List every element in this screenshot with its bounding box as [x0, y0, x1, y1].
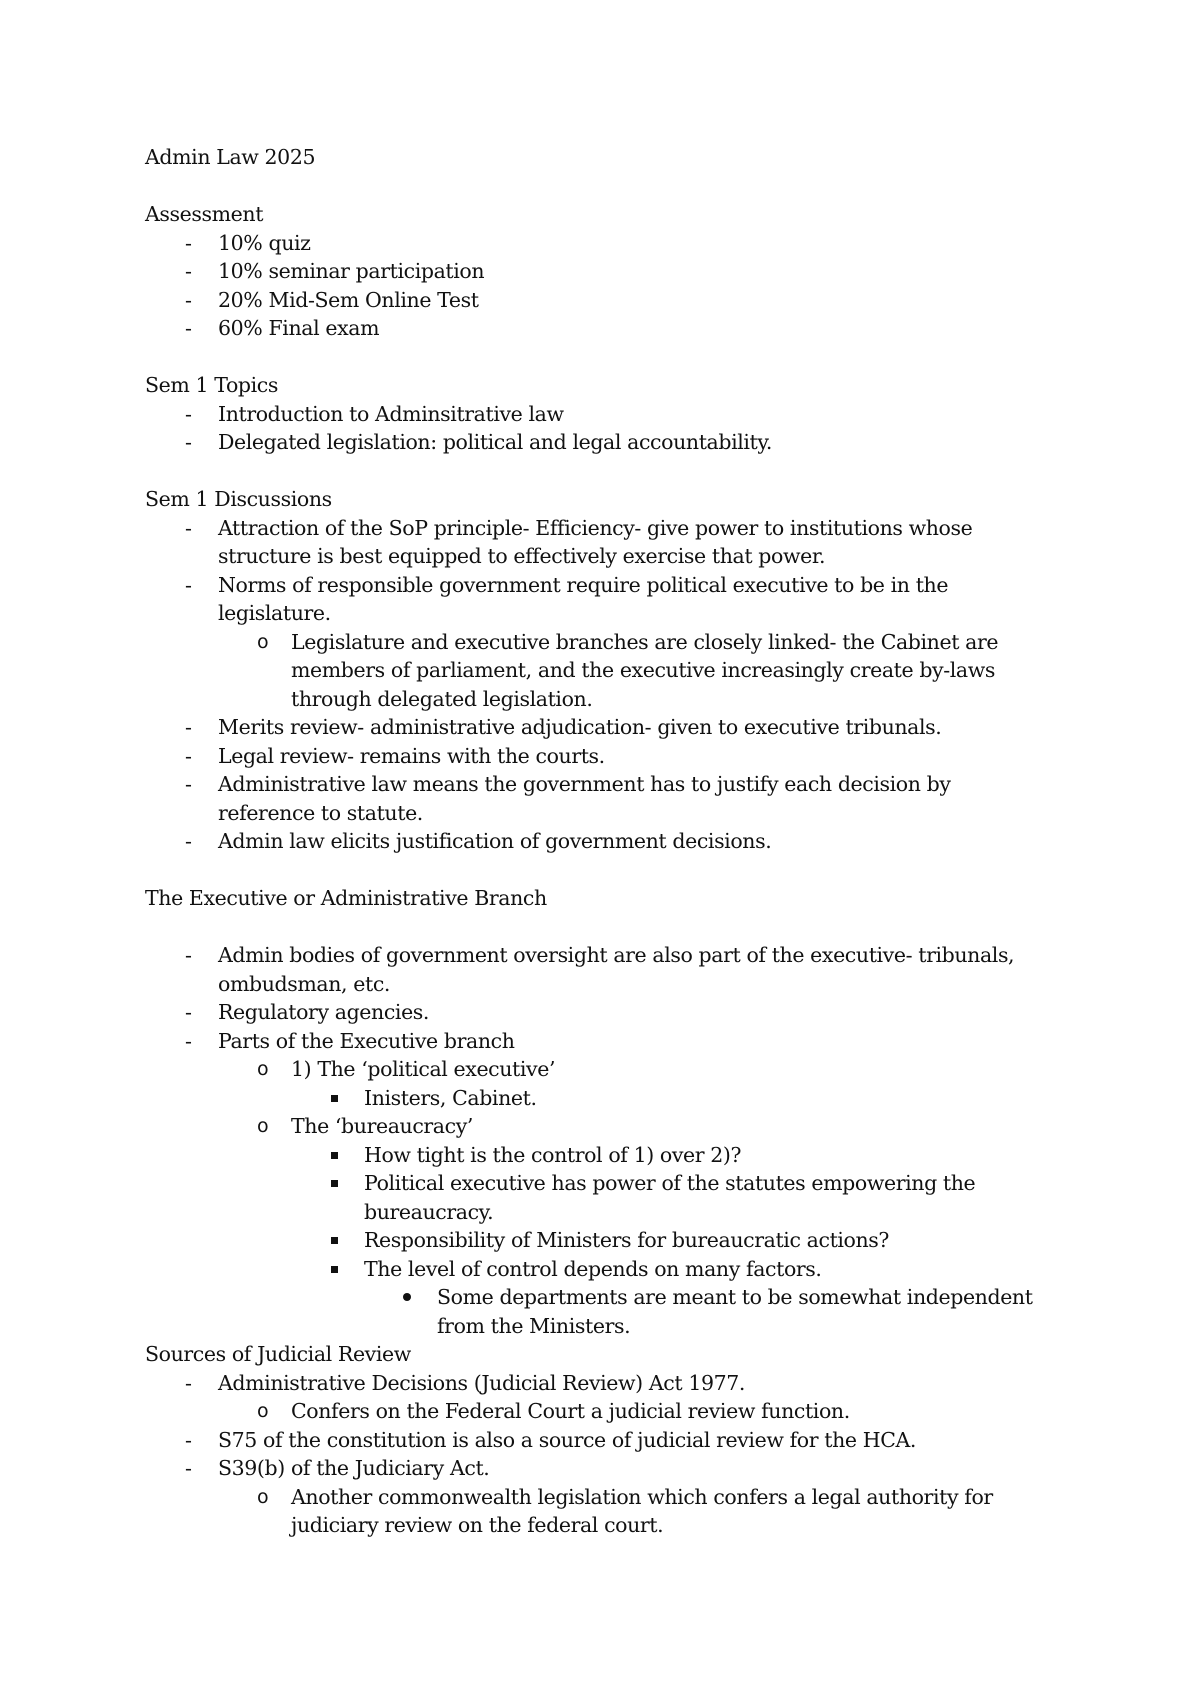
- discussion-subitem: o Legislature and executive branches are closely linked- the Cabinet are: [145, 628, 1065, 657]
- square-bullet-icon: [331, 1152, 338, 1159]
- executive-level4-item: Some departments are meant to be somewhat independent: [145, 1283, 1065, 1312]
- executive-item: - Regulatory agencies.: [145, 998, 1065, 1027]
- assessment-heading: Assessment: [145, 202, 264, 226]
- sources-subitem-continued: judiciary review on the federal court.: [291, 1513, 664, 1537]
- discussion-item-continued: structure is best equipped to effectively exercise that power.: [218, 544, 826, 568]
- circle-bullet: o: [257, 1115, 269, 1137]
- dash-bullet: -: [185, 1028, 192, 1053]
- square-bullet-icon: [331, 1180, 338, 1187]
- discussion-item: - Attraction of the SoP principle- Efficiency- give power to institutions whose: [145, 514, 1065, 543]
- dash-bullet: -: [185, 829, 192, 853]
- executive-subsubitem: Political executive has power of the statutes empowering the: [145, 1169, 1065, 1198]
- dash-bullet: -: [185, 1370, 192, 1395]
- assessment-item: - 20% Mid-Sem Online Test: [145, 286, 1065, 315]
- dash-bullet: -: [185, 259, 192, 283]
- executive-subsubitem: Inisters, Cabinet.: [145, 1084, 1065, 1113]
- dash-bullet: -: [185, 1000, 192, 1024]
- discussions-heading: Sem 1 Discussions: [145, 487, 332, 511]
- sources-item: - S75 of the constitution is also a source of judicial review for the HCA.: [145, 1426, 1065, 1455]
- document-title: Admin Law 2025: [145, 145, 316, 169]
- dash-bullet: -: [185, 572, 192, 597]
- executive-subsubitem: The level of control depends on many factors.: [145, 1255, 1065, 1284]
- sources-subitem: o Another commonwealth legislation which confers a legal authority for: [145, 1483, 1065, 1512]
- dash-bullet: -: [185, 287, 192, 312]
- sources-subitem: o Confers on the Federal Court a judicial review function.: [145, 1397, 1065, 1426]
- executive-item: - Admin bodies of government oversight are also part of the executive- tribunals,: [145, 941, 1065, 970]
- circle-bullet: o: [257, 1058, 269, 1080]
- circle-bullet: o: [257, 1485, 269, 1508]
- discussion-item: - Merits review- administrative adjudication- given to executive tribunals.: [145, 713, 1065, 742]
- dash-bullet: -: [185, 743, 192, 768]
- discussion-subitem-continued: through delegated legislation.: [291, 686, 593, 711]
- dash-bullet: -: [185, 772, 192, 796]
- assessment-item: - 10% seminar participation: [145, 257, 1065, 286]
- document-body: [145, 143, 1065, 1540]
- dash-bullet: -: [185, 715, 192, 739]
- executive-subitem: o The ‘bureaucracy’: [145, 1112, 1065, 1141]
- topics-heading: Sem 1 Topics: [145, 373, 278, 397]
- executive-subsubitem-continued: bureaucracy.: [364, 1199, 494, 1224]
- assessment-item: - 60% Final exam: [145, 314, 1065, 343]
- executive-subsubitem: How tight is the control of 1) over 2)?: [145, 1141, 1065, 1170]
- square-bullet-icon: [331, 1095, 338, 1102]
- assessment-item: - 10% quiz: [145, 229, 1065, 258]
- executive-item: - Parts of the Executive branch: [145, 1027, 1065, 1056]
- topic-item: - Introduction to Adminsitrative law: [145, 400, 1065, 429]
- sources-item: - Administrative Decisions (Judicial Review) Act 1977.: [145, 1369, 1065, 1398]
- square-bullet-icon: [331, 1266, 338, 1273]
- discussion-subitem-continued: members of parliament, and the executive increasingly create by-laws: [291, 658, 996, 682]
- sources-item: - S39(b) of the Judiciary Act.: [145, 1454, 1065, 1483]
- circle-bullet: o: [257, 1400, 269, 1422]
- dash-bullet: -: [185, 401, 192, 426]
- dash-bullet: -: [185, 943, 192, 967]
- square-bullet-icon: [331, 1237, 338, 1244]
- dash-bullet: -: [185, 515, 192, 540]
- executive-level4-item-continued: from the Ministers.: [437, 1313, 631, 1338]
- dash-bullet: -: [185, 1427, 192, 1452]
- discussion-item-continued: legislature.: [218, 601, 331, 625]
- topic-item: - Delegated legislation: political and legal accountability.: [145, 428, 1065, 457]
- dash-bullet: -: [185, 430, 192, 454]
- discussion-item: - Administrative law means the government has to justify each decision by: [145, 770, 1065, 799]
- discussion-item: - Admin law elicits justification of government decisions.: [145, 827, 1065, 856]
- dash-bullet: -: [185, 1456, 192, 1480]
- executive-subsubitem: Responsibility of Ministers for bureaucratic actions?: [145, 1226, 1065, 1255]
- dot-bullet-icon: [403, 1293, 411, 1301]
- executive-heading: The Executive or Administrative Branch: [145, 886, 547, 910]
- circle-bullet: o: [257, 630, 269, 653]
- discussion-item: - Norms of responsible government require political executive to be in the: [145, 571, 1065, 600]
- executive-item-continued: ombudsman, etc.: [218, 971, 391, 996]
- executive-subitem: o 1) The ‘political executive’: [145, 1055, 1065, 1084]
- dash-bullet: -: [185, 230, 192, 255]
- sources-heading: Sources of Judicial Review: [145, 1342, 411, 1366]
- dash-bullet: -: [185, 316, 192, 340]
- discussion-item-continued: reference to statute.: [218, 800, 423, 825]
- discussion-item: - Legal review- remains with the courts.: [145, 742, 1065, 771]
